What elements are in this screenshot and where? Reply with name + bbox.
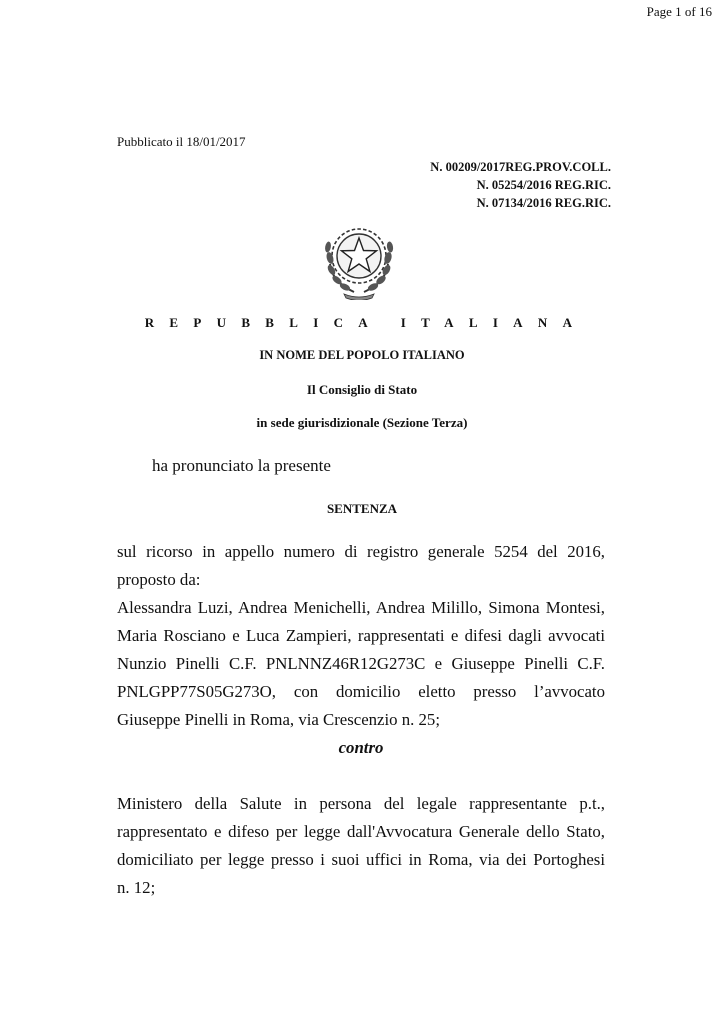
text-line: sul ricorso in appello numero di registro generale 5254 del 2016,: [117, 542, 605, 561]
in-name-heading: IN NOME DEL POPOLO ITALIANO: [259, 348, 465, 362]
publication-date: Pubblicato il 18/01/2017: [117, 134, 246, 149]
registry-numbers: [430, 158, 611, 212]
text-line: Nunzio Pinelli C.F. PNLNNZ46R12G273C e Giuseppe Pinelli C.F.: [117, 654, 605, 673]
text-line: n. 12;: [117, 878, 156, 897]
text-line: Alessandra Luzi, Andrea Menichelli, Andrea Milillo, Simona Montesi,: [117, 598, 605, 617]
text-line: Giuseppe Pinelli in Roma, via Crescenzio n. 25;: [117, 710, 440, 729]
section-heading: in sede giurisdizionale (Sezione Terza): [256, 415, 468, 430]
text-line: domiciliato per legge presso i suoi uffici in Roma, via dei Portoghesi: [117, 850, 605, 869]
council-heading: Il Consiglio di Stato: [306, 382, 418, 397]
text-line: PNLGPP77S05G273O, con domicilio eletto presso l’avvocato: [117, 682, 605, 701]
intro-text: ha pronunciato la presente: [152, 456, 331, 475]
sentence-title: SENTENZA: [326, 501, 398, 516]
republic-heading: REPUBBLICA ITALIANA: [144, 315, 588, 330]
page-counter: Page 1 of 16: [646, 4, 712, 19]
text-line: rappresentato e difeso per legge dall'Avvocatura Generale dello Stato,: [117, 822, 605, 841]
text-line: proposto da:: [117, 570, 201, 589]
registry-number-line: N. 00209/2017REG.PROV.COLL.: [430, 160, 611, 174]
italian-republic-emblem-icon: [316, 214, 402, 300]
text-line: Maria Rosciano e Luca Zampieri, rappresentati e difesi dagli avvocati: [117, 626, 605, 645]
appeal-paragraph: [117, 538, 605, 762]
registry-number-line: N. 05254/2016 REG.RIC.: [476, 178, 611, 192]
contro-heading: contro: [338, 738, 384, 757]
respondent-paragraph: [117, 790, 605, 902]
registry-number-line: N. 07134/2016 REG.RIC.: [476, 196, 611, 210]
text-line: Ministero della Salute in persona del legale rappresentante p.t.,: [117, 794, 605, 813]
